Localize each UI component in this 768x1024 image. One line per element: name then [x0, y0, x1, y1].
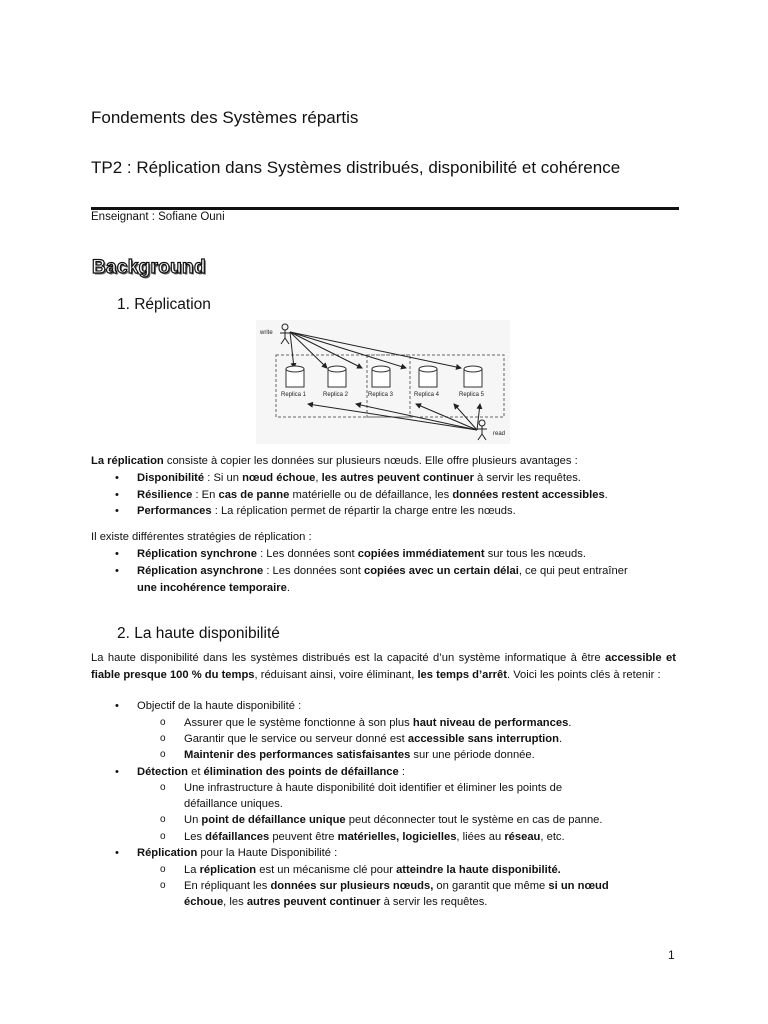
page-number: 1 — [668, 948, 675, 962]
replica-3-label: Replica 3 — [368, 392, 394, 398]
replica-1-icon — [286, 366, 304, 387]
title-rule — [91, 207, 679, 210]
replica-5-label: Replica 5 — [459, 392, 485, 398]
replication-figure — [256, 320, 510, 444]
write-label: write — [260, 330, 273, 336]
replica-5-icon — [464, 366, 482, 387]
replica-4-label: Replica 4 — [414, 392, 440, 398]
replica-4-icon — [419, 366, 437, 387]
section-2-heading: 2. La haute disponibilité — [117, 625, 280, 642]
background-heading: Background — [92, 257, 206, 278]
ha-paragraph: La haute disponibilité dans les systèmes distribués est la capacité d’un système informatique à être accessible et fiable presque 100 % du temps, réduisant ainsi, voire éliminant, les temps d’arrêt. Voici les points clés à retenir : — [91, 652, 676, 681]
read-label: read — [493, 431, 506, 437]
teacher-line: Enseignant : Sofiane Ouni — [91, 211, 225, 223]
section-1-heading: 1. Réplication — [117, 296, 211, 313]
replica-3-icon — [372, 366, 390, 387]
strategies-intro: Il existe différentes stratégies de réplication : — [91, 531, 312, 543]
replica-2-label: Replica 2 — [323, 392, 349, 398]
replica-2-icon — [328, 366, 346, 387]
replication-diagram — [256, 320, 510, 444]
tp-title: TP2 : Réplication dans Systèmes distribués, disponibilité et cohérence — [91, 158, 621, 177]
replication-intro: La réplication consiste à copier les données sur plusieurs nœuds. Elle offre plusieurs avantages : — [91, 455, 578, 467]
course-title: Fondements des Systèmes répartis — [91, 108, 359, 127]
replica-1-label: Replica 1 — [281, 392, 307, 398]
